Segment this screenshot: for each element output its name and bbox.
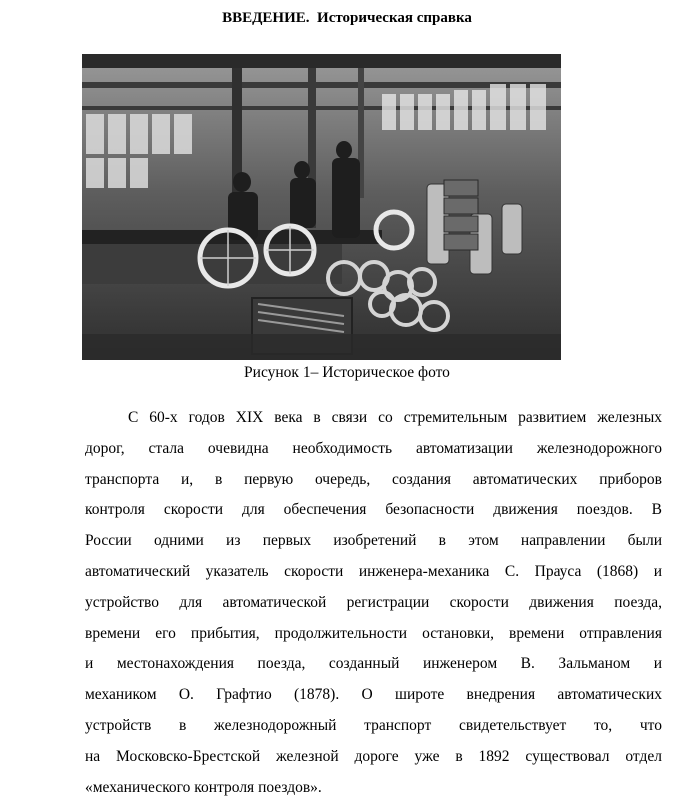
- paragraph-line: времени его прибытия, продолжительности остановки, времени отправления: [85, 624, 662, 642]
- paragraph-line: на Московско-Брестской железной дороге уже в 1892 существовал отдел: [85, 747, 662, 765]
- paragraph-line: транспорта и, в первую очередь, создания автоматических приборов: [85, 470, 662, 488]
- paragraph-line: устройств в железнодорожный транспорт свидетельствует то, что: [85, 716, 662, 734]
- paragraph-line: и местонахождения поезда, созданный инженером В. Зальманом и: [85, 655, 662, 673]
- body-paragraph: [85, 403, 662, 803]
- paragraph-line: автоматический указатель скорости инженера-механика С. Прауса (1868) и: [85, 562, 662, 580]
- paragraph-line: «механического контроля поездов».: [85, 778, 322, 796]
- paragraph-line: механиком О. Графтио (1878). О широте внедрения автоматических: [85, 686, 662, 704]
- paragraph-line: устройство для автоматической регистрации скорости движения поезда,: [85, 593, 662, 611]
- figure-caption: Рисунок 1– Историческое фото: [244, 364, 450, 381]
- historical-photo: [82, 54, 561, 360]
- paragraph-line: контроля скорости для обеспечения безопасности движения поездов. В: [85, 501, 662, 519]
- paragraph-line: России одними из первых изобретений в этом направлении были: [85, 532, 662, 550]
- paragraph-line: С 60-х годов XIX века в связи со стремительным развитием железных: [128, 409, 662, 426]
- page-title: ВВЕДЕНИЕ. Историческая справка: [222, 10, 472, 26]
- factory-photo-illustration: [82, 54, 561, 360]
- paragraph-line: дорог, стала очевидна необходимость автоматизации железнодорожного: [85, 439, 662, 457]
